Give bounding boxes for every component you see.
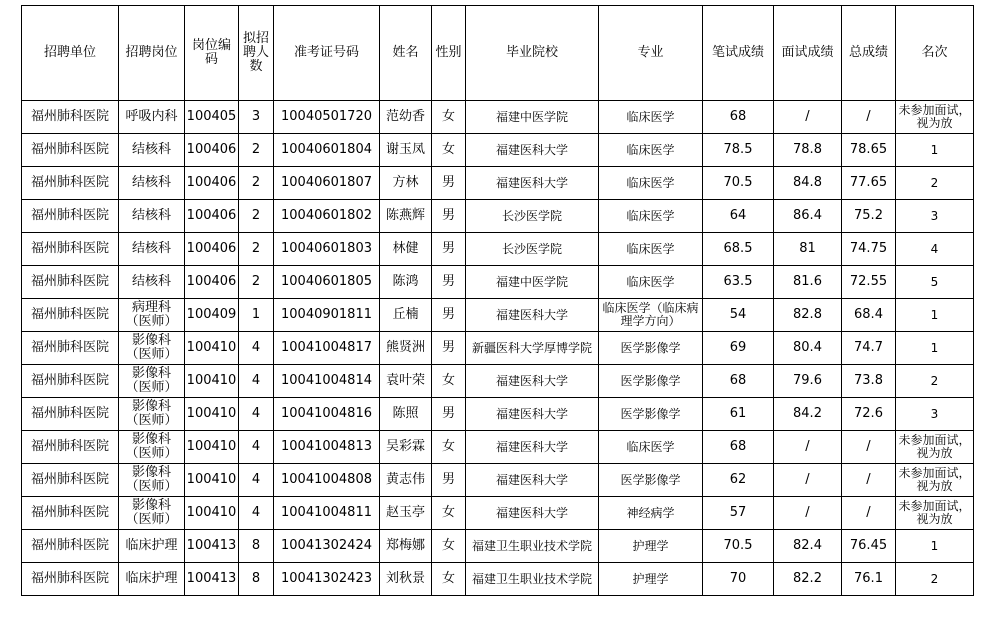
table-row bbox=[22, 266, 974, 299]
school-cell: 长沙医学院 bbox=[466, 200, 599, 233]
interview-score-cell: 84.8 bbox=[774, 167, 842, 200]
written-score-cell: 69 bbox=[703, 332, 774, 365]
name-cell: 陈燕辉 bbox=[380, 200, 432, 233]
written-score-cell: 57 bbox=[703, 497, 774, 530]
rank-cell: 1 bbox=[896, 332, 974, 365]
table-row bbox=[22, 134, 974, 167]
major-cell: 临床医学 bbox=[599, 233, 703, 266]
total-score-cell: 76.1 bbox=[842, 563, 896, 596]
exam-id-cell: 10040601805 bbox=[274, 266, 380, 299]
quota-cell: 2 bbox=[239, 200, 274, 233]
written-score-cell: 68 bbox=[703, 101, 774, 134]
table-row bbox=[22, 563, 974, 596]
header-cell: 岗位编码 bbox=[185, 6, 239, 101]
rank-cell: 1 bbox=[896, 530, 974, 563]
name-cell: 范幼香 bbox=[380, 101, 432, 134]
quota-cell: 1 bbox=[239, 299, 274, 332]
school-cell: 福建医科大学 bbox=[466, 497, 599, 530]
header-cell: 笔试成绩 bbox=[703, 6, 774, 101]
school-cell: 福建医科大学 bbox=[466, 299, 599, 332]
name-cell: 刘秋景 bbox=[380, 563, 432, 596]
gender-cell: 女 bbox=[432, 497, 466, 530]
position-code-cell: 100406 bbox=[185, 233, 239, 266]
gender-cell: 女 bbox=[432, 134, 466, 167]
header-cell: 名次 bbox=[896, 6, 974, 101]
written-score-cell: 70 bbox=[703, 563, 774, 596]
major-cell: 临床医学 bbox=[599, 101, 703, 134]
position-cell: 结核科 bbox=[119, 200, 185, 233]
table-body bbox=[22, 101, 974, 596]
total-score-cell: 74.7 bbox=[842, 332, 896, 365]
name-cell: 丘楠 bbox=[380, 299, 432, 332]
gender-cell: 女 bbox=[432, 365, 466, 398]
major-cell: 医学影像学 bbox=[599, 464, 703, 497]
gender-cell: 男 bbox=[432, 332, 466, 365]
position-cell: 结核科 bbox=[119, 266, 185, 299]
rank-cell: 未参加面试，视为放 bbox=[896, 101, 974, 134]
unit-cell: 福州肺科医院 bbox=[22, 464, 119, 497]
position-cell: 临床护理 bbox=[119, 530, 185, 563]
table-row bbox=[22, 497, 974, 530]
total-score-cell: / bbox=[842, 464, 896, 497]
position-code-cell: 100410 bbox=[185, 398, 239, 431]
written-score-cell: 61 bbox=[703, 398, 774, 431]
position-code-cell: 100413 bbox=[185, 563, 239, 596]
school-cell: 福建中医学院 bbox=[466, 101, 599, 134]
major-cell: 医学影像学 bbox=[599, 398, 703, 431]
position-code-cell: 100413 bbox=[185, 530, 239, 563]
quota-cell: 8 bbox=[239, 563, 274, 596]
school-cell: 福建医科大学 bbox=[466, 134, 599, 167]
total-score-cell: / bbox=[842, 101, 896, 134]
table-row bbox=[22, 398, 974, 431]
school-cell: 福建医科大学 bbox=[466, 398, 599, 431]
total-score-cell: 73.8 bbox=[842, 365, 896, 398]
major-cell: 临床医学（临床病理学方向） bbox=[599, 299, 703, 332]
major-cell: 神经病学 bbox=[599, 497, 703, 530]
name-cell: 吴彩霖 bbox=[380, 431, 432, 464]
rank-cell: 未参加面试，视为放 bbox=[896, 497, 974, 530]
gender-cell: 男 bbox=[432, 233, 466, 266]
exam-id-cell: 10041004808 bbox=[274, 464, 380, 497]
total-score-cell: 72.6 bbox=[842, 398, 896, 431]
interview-score-cell: 84.2 bbox=[774, 398, 842, 431]
gender-cell: 男 bbox=[432, 464, 466, 497]
rank-cell: 2 bbox=[896, 365, 974, 398]
school-cell: 福建医科大学 bbox=[466, 365, 599, 398]
unit-cell: 福州肺科医院 bbox=[22, 200, 119, 233]
name-cell: 陈鸿 bbox=[380, 266, 432, 299]
table-row bbox=[22, 167, 974, 200]
position-code-cell: 100405 bbox=[185, 101, 239, 134]
header-cell: 招聘岗位 bbox=[119, 6, 185, 101]
interview-score-cell: / bbox=[774, 464, 842, 497]
unit-cell: 福州肺科医院 bbox=[22, 563, 119, 596]
interview-score-cell: / bbox=[774, 101, 842, 134]
interview-score-cell: 82.4 bbox=[774, 530, 842, 563]
position-cell: 结核科 bbox=[119, 233, 185, 266]
position-code-cell: 100410 bbox=[185, 464, 239, 497]
header-row bbox=[22, 6, 974, 101]
header-cell: 专业 bbox=[599, 6, 703, 101]
gender-cell: 女 bbox=[432, 530, 466, 563]
header-cell: 总成绩 bbox=[842, 6, 896, 101]
written-score-cell: 63.5 bbox=[703, 266, 774, 299]
written-score-cell: 70.5 bbox=[703, 530, 774, 563]
school-cell: 长沙医学院 bbox=[466, 233, 599, 266]
table-row bbox=[22, 200, 974, 233]
major-cell: 临床医学 bbox=[599, 134, 703, 167]
table-row bbox=[22, 431, 974, 464]
quota-cell: 4 bbox=[239, 464, 274, 497]
written-score-cell: 68.5 bbox=[703, 233, 774, 266]
rank-cell: 2 bbox=[896, 167, 974, 200]
rank-cell: 3 bbox=[896, 398, 974, 431]
unit-cell: 福州肺科医院 bbox=[22, 167, 119, 200]
position-code-cell: 100406 bbox=[185, 266, 239, 299]
major-cell: 临床医学 bbox=[599, 167, 703, 200]
gender-cell: 男 bbox=[432, 398, 466, 431]
position-cell: 临床护理 bbox=[119, 563, 185, 596]
major-cell: 护理学 bbox=[599, 530, 703, 563]
total-score-cell: / bbox=[842, 431, 896, 464]
gender-cell: 女 bbox=[432, 563, 466, 596]
interview-score-cell: / bbox=[774, 431, 842, 464]
table-row bbox=[22, 299, 974, 332]
position-code-cell: 100410 bbox=[185, 365, 239, 398]
written-score-cell: 64 bbox=[703, 200, 774, 233]
gender-cell: 男 bbox=[432, 167, 466, 200]
position-cell: 影像科（医师） bbox=[119, 431, 185, 464]
written-score-cell: 70.5 bbox=[703, 167, 774, 200]
total-score-cell: 78.65 bbox=[842, 134, 896, 167]
major-cell: 护理学 bbox=[599, 563, 703, 596]
rank-cell: 1 bbox=[896, 134, 974, 167]
exam-id-cell: 10040601804 bbox=[274, 134, 380, 167]
position-code-cell: 100409 bbox=[185, 299, 239, 332]
table-row bbox=[22, 332, 974, 365]
unit-cell: 福州肺科医院 bbox=[22, 299, 119, 332]
position-cell: 影像科（医师） bbox=[119, 398, 185, 431]
name-cell: 黄志伟 bbox=[380, 464, 432, 497]
interview-score-cell: 82.8 bbox=[774, 299, 842, 332]
name-cell: 谢玉凤 bbox=[380, 134, 432, 167]
school-cell: 福建卫生职业技术学院 bbox=[466, 530, 599, 563]
written-score-cell: 68 bbox=[703, 431, 774, 464]
quota-cell: 4 bbox=[239, 332, 274, 365]
unit-cell: 福州肺科医院 bbox=[22, 101, 119, 134]
unit-cell: 福州肺科医院 bbox=[22, 431, 119, 464]
quota-cell: 4 bbox=[239, 431, 274, 464]
rank-cell: 1 bbox=[896, 299, 974, 332]
total-score-cell: 76.45 bbox=[842, 530, 896, 563]
name-cell: 方林 bbox=[380, 167, 432, 200]
major-cell: 医学影像学 bbox=[599, 365, 703, 398]
header-cell: 毕业院校 bbox=[466, 6, 599, 101]
name-cell: 熊贤洲 bbox=[380, 332, 432, 365]
quota-cell: 4 bbox=[239, 365, 274, 398]
unit-cell: 福州肺科医院 bbox=[22, 266, 119, 299]
exam-id-cell: 10040601802 bbox=[274, 200, 380, 233]
position-code-cell: 100406 bbox=[185, 200, 239, 233]
unit-cell: 福州肺科医院 bbox=[22, 332, 119, 365]
school-cell: 福建中医学院 bbox=[466, 266, 599, 299]
total-score-cell: 68.4 bbox=[842, 299, 896, 332]
interview-score-cell: 78.8 bbox=[774, 134, 842, 167]
table-row bbox=[22, 233, 974, 266]
position-code-cell: 100410 bbox=[185, 497, 239, 530]
position-code-cell: 100410 bbox=[185, 332, 239, 365]
table-row bbox=[22, 530, 974, 563]
name-cell: 陈照 bbox=[380, 398, 432, 431]
quota-cell: 2 bbox=[239, 134, 274, 167]
gender-cell: 男 bbox=[432, 299, 466, 332]
position-cell: 影像科（医师） bbox=[119, 497, 185, 530]
gender-cell: 男 bbox=[432, 200, 466, 233]
quota-cell: 8 bbox=[239, 530, 274, 563]
written-score-cell: 54 bbox=[703, 299, 774, 332]
exam-id-cell: 10041302424 bbox=[274, 530, 380, 563]
position-cell: 影像科（医师） bbox=[119, 332, 185, 365]
total-score-cell: 74.75 bbox=[842, 233, 896, 266]
header-cell: 面试成绩 bbox=[774, 6, 842, 101]
results-table bbox=[21, 5, 974, 596]
major-cell: 临床医学 bbox=[599, 266, 703, 299]
name-cell: 赵玉亭 bbox=[380, 497, 432, 530]
position-cell: 影像科（医师） bbox=[119, 464, 185, 497]
exam-id-cell: 10041004813 bbox=[274, 431, 380, 464]
interview-score-cell: 79.6 bbox=[774, 365, 842, 398]
interview-score-cell: 81 bbox=[774, 233, 842, 266]
table-row bbox=[22, 464, 974, 497]
table-row bbox=[22, 365, 974, 398]
interview-score-cell: 86.4 bbox=[774, 200, 842, 233]
exam-id-cell: 10040901811 bbox=[274, 299, 380, 332]
exam-id-cell: 10041004816 bbox=[274, 398, 380, 431]
exam-id-cell: 10040501720 bbox=[274, 101, 380, 134]
school-cell: 福建医科大学 bbox=[466, 167, 599, 200]
written-score-cell: 68 bbox=[703, 365, 774, 398]
exam-id-cell: 10040601803 bbox=[274, 233, 380, 266]
quota-cell: 4 bbox=[239, 398, 274, 431]
interview-score-cell: 81.6 bbox=[774, 266, 842, 299]
exam-id-cell: 10041004811 bbox=[274, 497, 380, 530]
major-cell: 临床医学 bbox=[599, 431, 703, 464]
quota-cell: 2 bbox=[239, 266, 274, 299]
gender-cell: 女 bbox=[432, 101, 466, 134]
name-cell: 林健 bbox=[380, 233, 432, 266]
unit-cell: 福州肺科医院 bbox=[22, 497, 119, 530]
unit-cell: 福州肺科医院 bbox=[22, 233, 119, 266]
position-cell: 结核科 bbox=[119, 134, 185, 167]
quota-cell: 2 bbox=[239, 233, 274, 266]
unit-cell: 福州肺科医院 bbox=[22, 134, 119, 167]
major-cell: 临床医学 bbox=[599, 200, 703, 233]
total-score-cell: 77.65 bbox=[842, 167, 896, 200]
name-cell: 郑梅娜 bbox=[380, 530, 432, 563]
exam-id-cell: 10040601807 bbox=[274, 167, 380, 200]
interview-score-cell: 80.4 bbox=[774, 332, 842, 365]
quota-cell: 4 bbox=[239, 497, 274, 530]
rank-cell: 5 bbox=[896, 266, 974, 299]
unit-cell: 福州肺科医院 bbox=[22, 398, 119, 431]
school-cell: 福建医科大学 bbox=[466, 431, 599, 464]
unit-cell: 福州肺科医院 bbox=[22, 530, 119, 563]
rank-cell: 4 bbox=[896, 233, 974, 266]
header-cell: 拟招聘人数 bbox=[239, 6, 274, 101]
unit-cell: 福州肺科医院 bbox=[22, 365, 119, 398]
header-cell: 性别 bbox=[432, 6, 466, 101]
total-score-cell: / bbox=[842, 497, 896, 530]
position-cell: 病理科（医师） bbox=[119, 299, 185, 332]
position-code-cell: 100406 bbox=[185, 167, 239, 200]
quota-cell: 3 bbox=[239, 101, 274, 134]
total-score-cell: 72.55 bbox=[842, 266, 896, 299]
interview-score-cell: 82.2 bbox=[774, 563, 842, 596]
written-score-cell: 62 bbox=[703, 464, 774, 497]
name-cell: 袁叶荣 bbox=[380, 365, 432, 398]
exam-id-cell: 10041004817 bbox=[274, 332, 380, 365]
total-score-cell: 75.2 bbox=[842, 200, 896, 233]
school-cell: 福建医科大学 bbox=[466, 464, 599, 497]
school-cell: 新疆医科大学厚博学院 bbox=[466, 332, 599, 365]
interview-score-cell: / bbox=[774, 497, 842, 530]
major-cell: 医学影像学 bbox=[599, 332, 703, 365]
school-cell: 福建卫生职业技术学院 bbox=[466, 563, 599, 596]
rank-cell: 未参加面试，视为放 bbox=[896, 431, 974, 464]
position-code-cell: 100410 bbox=[185, 431, 239, 464]
position-cell: 结核科 bbox=[119, 167, 185, 200]
position-cell: 呼吸内科 bbox=[119, 101, 185, 134]
exam-id-cell: 10041004814 bbox=[274, 365, 380, 398]
written-score-cell: 78.5 bbox=[703, 134, 774, 167]
rank-cell: 2 bbox=[896, 563, 974, 596]
rank-cell: 未参加面试，视为放 bbox=[896, 464, 974, 497]
position-code-cell: 100406 bbox=[185, 134, 239, 167]
header-cell: 准考证号码 bbox=[274, 6, 380, 101]
gender-cell: 女 bbox=[432, 431, 466, 464]
quota-cell: 2 bbox=[239, 167, 274, 200]
rank-cell: 3 bbox=[896, 200, 974, 233]
gender-cell: 男 bbox=[432, 266, 466, 299]
header-cell: 姓名 bbox=[380, 6, 432, 101]
header-cell: 招聘单位 bbox=[22, 6, 119, 101]
table-row bbox=[22, 101, 974, 134]
position-cell: 影像科（医师） bbox=[119, 365, 185, 398]
exam-id-cell: 10041302423 bbox=[274, 563, 380, 596]
